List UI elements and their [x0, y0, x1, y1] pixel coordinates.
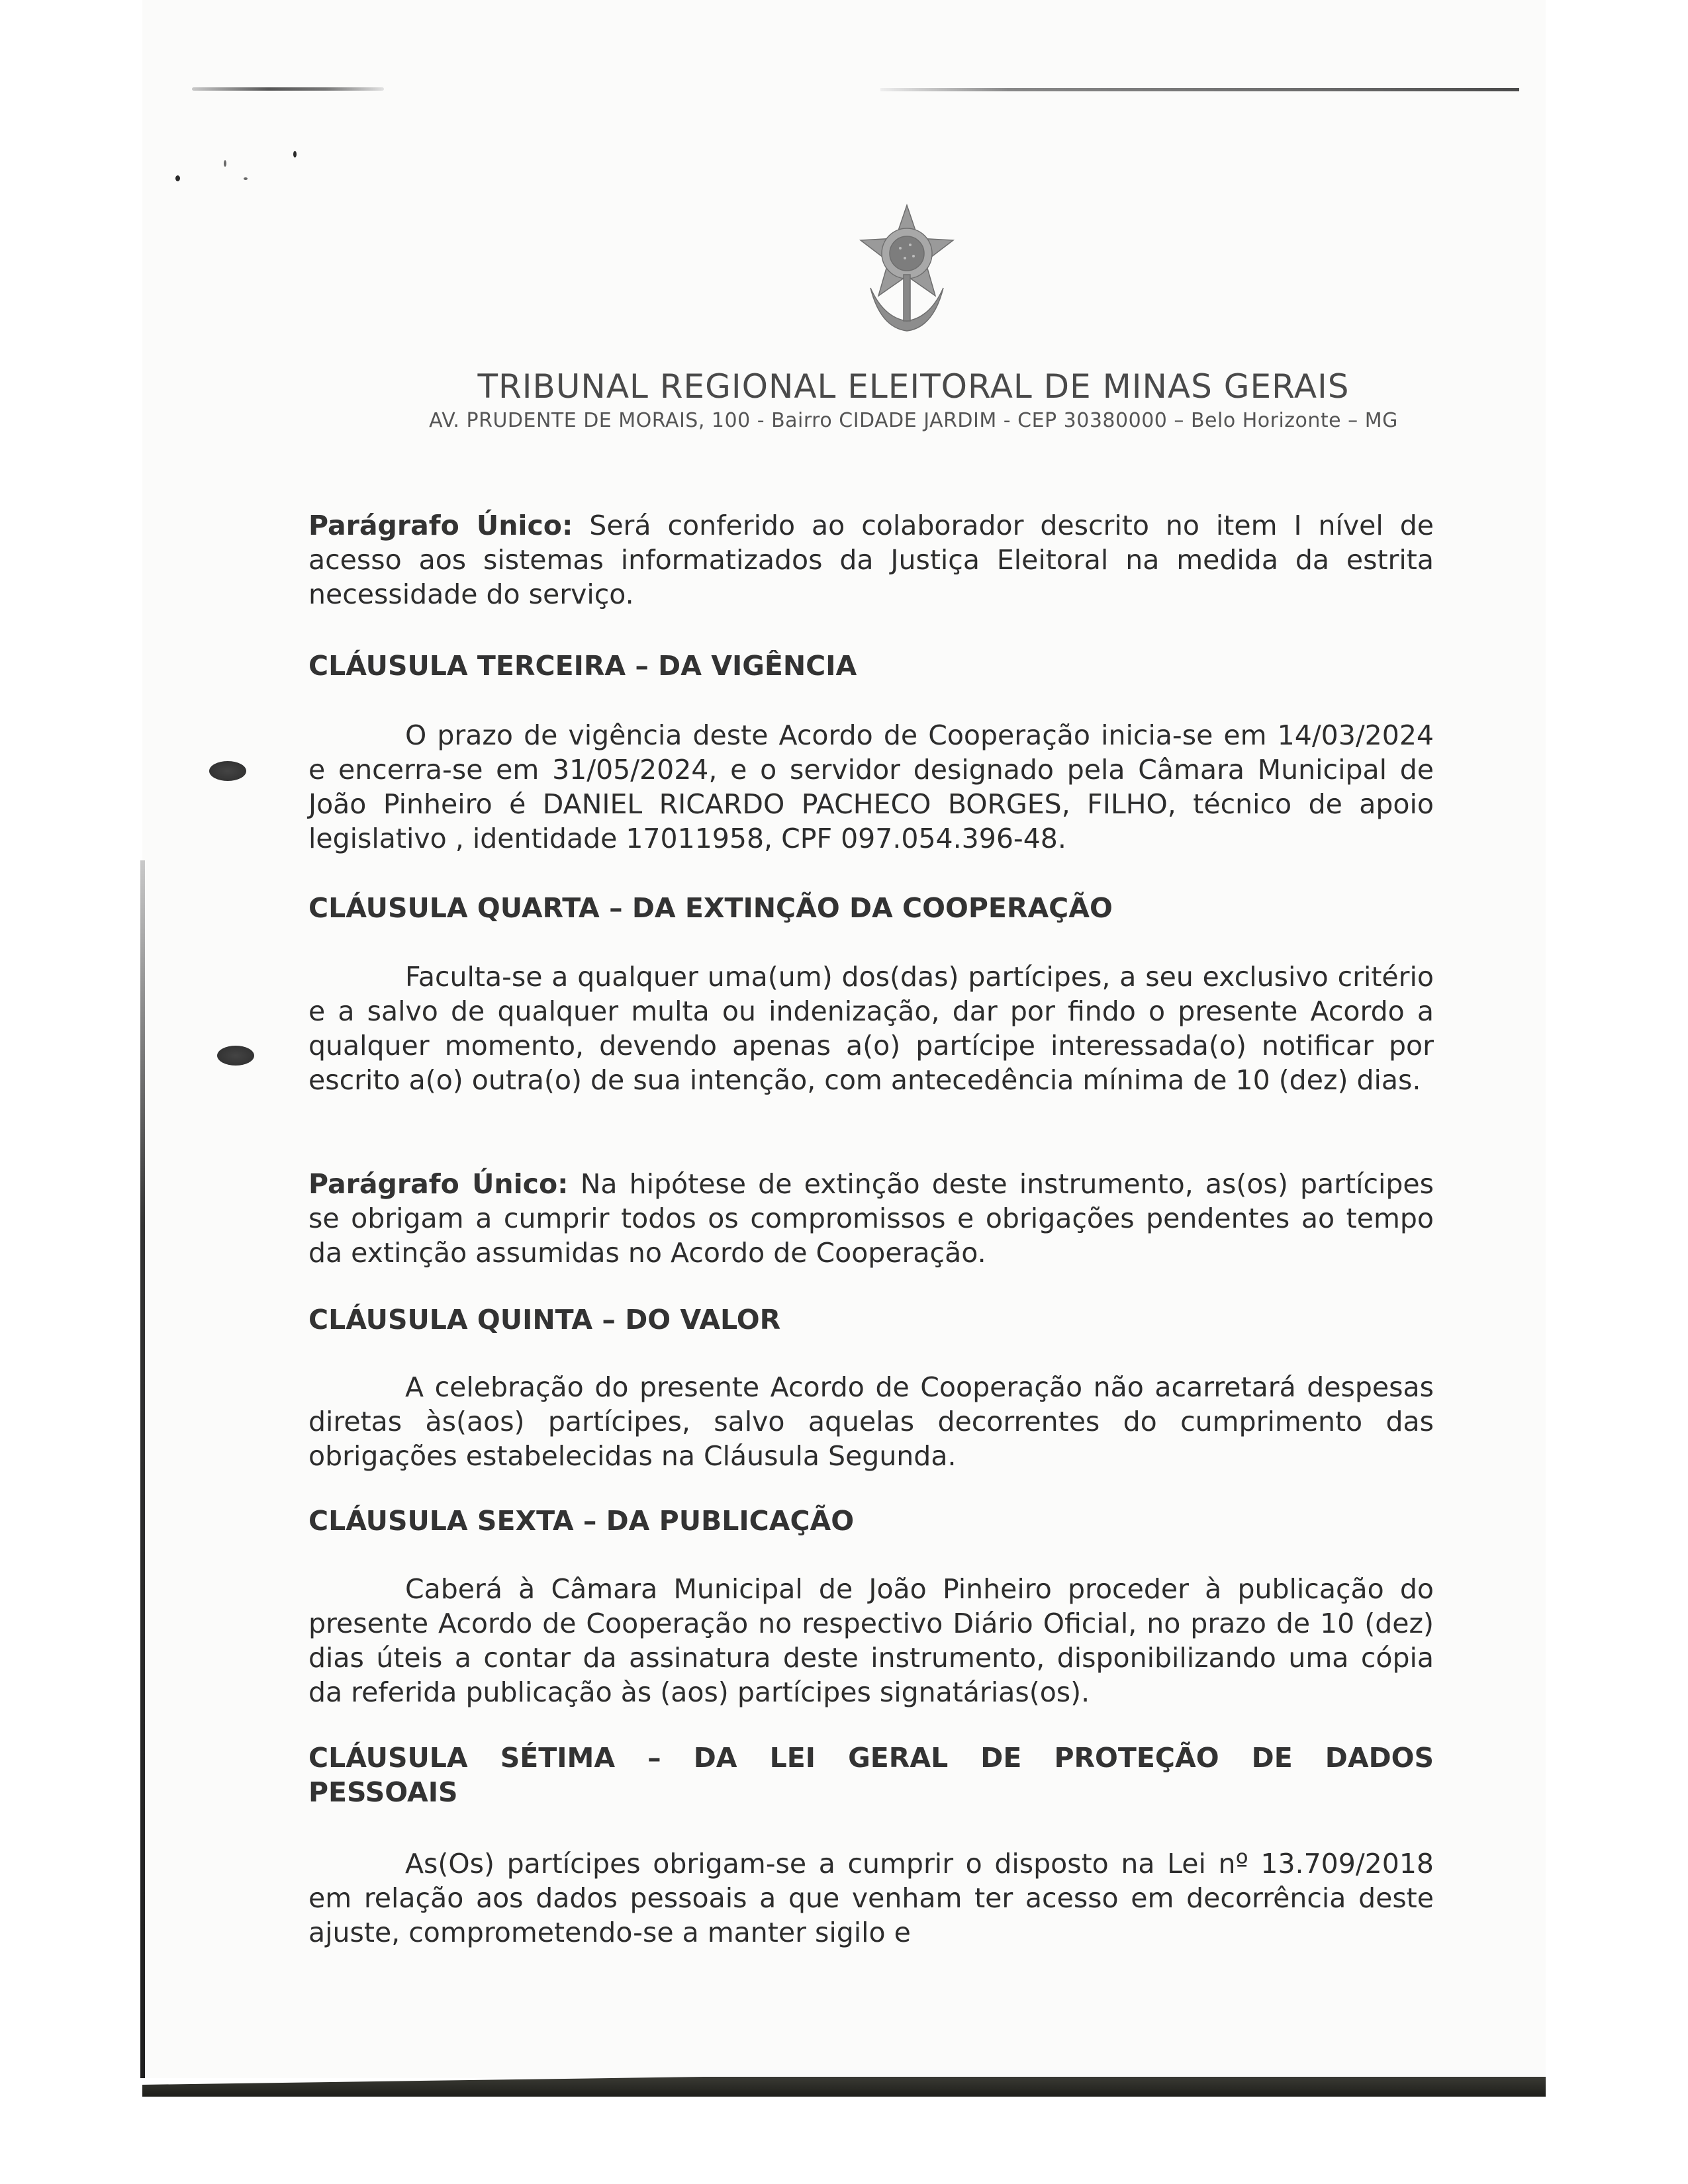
clausula-setima-text: As(Os) partícipes obrigam-se a cumprir o disposto na Lei nº 13.709/2018 em relação aos dados pessoais a que venham ter acesso em decorrência deste ajuste, comprometendo-se a manter sigilo e	[308, 1848, 1434, 1948]
paragrafo-unico-access	[308, 508, 1434, 612]
top-rule-right	[880, 88, 1519, 91]
page-left-edge-shadow	[140, 860, 145, 2078]
paragraph-label: Parágrafo Único:	[308, 1168, 569, 1200]
institution-title: TRIBUNAL REGIONAL ELEITORAL DE MINAS GERAIS	[477, 367, 1350, 406]
scan-speck	[175, 175, 180, 181]
scan-speck	[293, 151, 297, 158]
heading-clausula-terceira: CLÁUSULA TERCEIRA – DA VIGÊNCIA	[308, 650, 857, 682]
scan-speck	[244, 177, 248, 180]
page-bottom-shadow	[142, 2077, 1546, 2097]
clausula-quinta-text: A celebração do presente Acordo de Cooperação não acarretará despesas diretas às(aos) partícipes, salvo aquelas decorrentes do cumprimento das obrigações estabelecidas na Cláusula Segunda.	[308, 1371, 1434, 1472]
institution-address: AV. PRUDENTE DE MORAIS, 100 - Bairro CIDADE JARDIM - CEP 30380000 – Belo Horizonte – MG	[429, 409, 1398, 432]
clausula-sexta-text: Caberá à Câmara Municipal de João Pinheiro proceder à publicação do presente Acordo de Cooperação no respectivo Diário Oficial, no prazo de 10 (dez) dias úteis a contar da assinatura deste instrumento, disponibilizando uma cópia da referida publicação às (aos) partícipes signatárias(os).	[308, 1573, 1434, 1708]
heading-clausula-setima: CLÁUSULA SÉTIMA – DA LEI GERAL DE PROTEÇÃO DE DADOS PESSOAIS	[308, 1742, 1434, 1808]
scan-speck	[224, 160, 226, 167]
heading-clausula-sexta: CLÁUSULA SEXTA – DA PUBLICAÇÃO	[308, 1505, 855, 1537]
paragraph-text: Será conferido ao colaborador descrito no item I nível de acesso aos sistemas informatizados da Justiça Eleitoral na medida da estrita necessidade do serviço.	[308, 510, 1434, 610]
punch-hole-lower	[217, 1046, 254, 1066]
clausula-quarta-text: Faculta-se a qualquer uma(um) dos(das) partícipes, a seu exclusivo critério e a salvo de qualquer multa ou indenização, dar por findo o presente Acordo a qualquer momento, devendo apenas a(o) partícipe interessada(o) notificar por escrito a(o) outra(o) de sua intenção, com antecedência mínima de 10 (dez) dias.	[308, 961, 1434, 1096]
top-rule-left	[192, 87, 384, 91]
paragraph-label: Parágrafo Único:	[308, 510, 573, 541]
heading-clausula-quinta: CLÁUSULA QUINTA – DO VALOR	[308, 1304, 781, 1336]
coat-of-arms-icon	[857, 202, 957, 334]
clausula-terceira-text: O prazo de vigência deste Acordo de Cooperação inicia-se em 14/03/2024 e encerra-se em 31/05/2024, e o servidor designado pela Câmara Municipal de João Pinheiro é DANIEL RICARDO PACHECO BORGES, FILHO, técnico de apoio legislativo , identidade 17011958, CPF 097.054.396-48.	[308, 719, 1434, 854]
paragraph-text: Na hipótese de extinção deste instrumento, as(os) partícipes se obrigam a cumprir todos os compromissos e obrigações pendentes ao tempo da extinção assumidas no Acordo de Cooperação.	[308, 1168, 1434, 1269]
heading-clausula-quarta: CLÁUSULA QUARTA – DA EXTINÇÃO DA COOPERAÇÃO	[308, 892, 1113, 924]
paragrafo-unico-extincao	[308, 1167, 1434, 1270]
punch-hole-upper	[209, 761, 246, 781]
